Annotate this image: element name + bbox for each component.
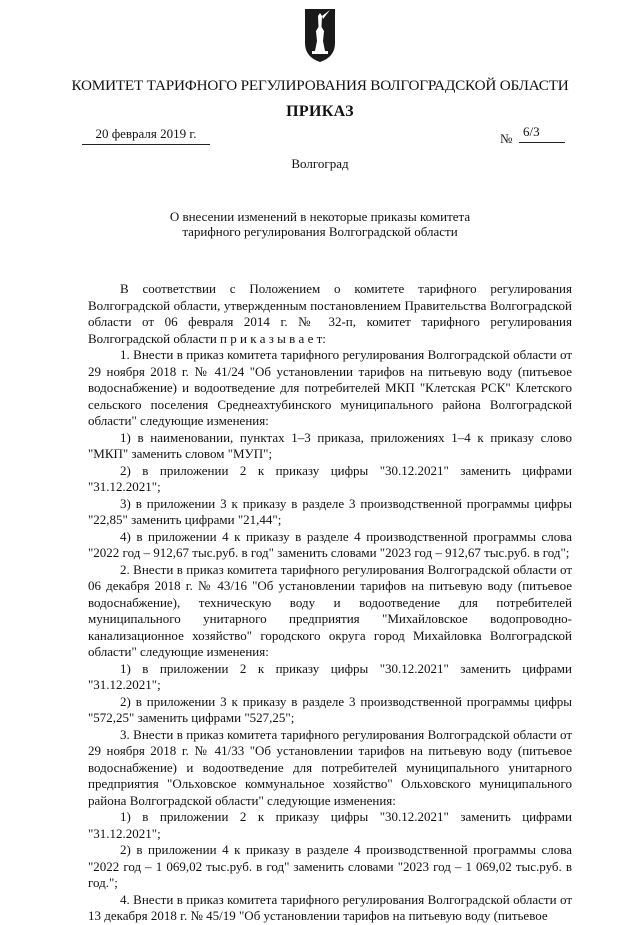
paragraph: 2) в приложении 3 к приказу в разделе 3 производственной программы цифры "572,25" заменить цифрами "527,25"; bbox=[88, 693, 572, 725]
paragraph: 3) в приложении 3 к приказу в разделе 3 производственной программы цифры "22,85" заменить цифрами "21,44"; bbox=[88, 495, 572, 527]
paragraph: 1) в приложении 2 к приказу цифры "30.12.2021" заменить цифрами "31.12.2021"; bbox=[88, 809, 572, 841]
volgograd-coat-of-arms-icon bbox=[303, 7, 337, 63]
paragraph: 2) в приложении 2 к приказу цифры "30.12.2021" заменить цифрами "31.12.2021"; bbox=[88, 462, 572, 494]
document-type: ПРИКАЗ bbox=[286, 103, 354, 120]
order-date: 20 февраля 2019 г. bbox=[82, 126, 210, 145]
paragraph: 3. Внести в приказ комитета тарифного регулирования Волгоградской области от 29 ноября 2018 г. № 41/33 "Об установлении тарифов на питьевую воду (питьевое водоснабжение) и водоотведение для потребителей муниципального унитарного предприятия "Ольховское коммунальное хозяйство" Ольховского муниципального района Волгоградской области" следующие изменения: bbox=[88, 726, 572, 808]
order-subject: О внесении изменений в некоторые приказы комитета тарифного регулирования Волгоградской области bbox=[169, 209, 471, 239]
paragraph: 1) в наименовании, пунктах 1–3 приказа, приложениях 1–4 к приказу слово "МКП" заменить словом "МУП"; bbox=[88, 429, 572, 461]
paragraph: 1. Внести в приказ комитета тарифного регулирования Волгоградской области от 29 ноября 2018 г. № 41/24 "Об установлении тарифов на питьевую воду (питьевое водоснабжение) и водоотведение для потребителей МКП "Клетская РСК" Клетского сельского поселения Среднеахтубинского муниципального района Волгоградской области" следующие изменения: bbox=[88, 347, 572, 428]
paragraph: 1) в приложении 2 к приказу цифры "30.12.2021" заменить цифрами "31.12.2021"; bbox=[88, 660, 572, 692]
paragraph: 2. Внести в приказ комитета тарифного регулирования Волгоградской области от 06 декабря 2018 г. № 43/16 "Об установлении тарифов на питьевую воду (питьевое водоснабжение), техническую воду и водоотведение для потребителей муниципального унитарного предприятия "Михайловское водопроводно-канализационное хозяйство" городского округа город Михайловка Волгоградской области" следующие изменения: bbox=[88, 561, 572, 659]
order-number: 6/3 bbox=[519, 124, 565, 143]
paragraph: 2) в приложении 4 к приказу в разделе 4 производственной программы слова "2022 год – 1 069,02 тыс.руб. в год" заменить словами "2023 год – 1 069,02 тыс.руб. в год."; bbox=[88, 842, 572, 890]
committee-name: КОМИТЕТ ТАРИФНОГО РЕГУЛИРОВАНИЯ ВОЛГОГРАДСКОЙ ОБЛАСТИ bbox=[71, 77, 569, 94]
city: Волгоград bbox=[291, 156, 349, 171]
order-body bbox=[88, 281, 572, 925]
paragraph: 4. Внести в приказ комитета тарифного регулирования Волгоградской области от 13 декабря 2018 г. № 45/19 "Об установлении тарифов на питьевую воду (питьевое bbox=[88, 891, 572, 923]
number-sign: № bbox=[500, 131, 513, 146]
paragraph: В соответствии с Положением о комитете тарифного регулирования Волгоградской области, утвержденным постановлением Правительства Волгоградской области от 06 февраля 2014 г. № 32-п, комитет тарифного регулирования Волгоградской области п р и к а з ы в а е т: bbox=[88, 281, 572, 346]
paragraph: 4) в приложении 4 к приказу в разделе 4 производственной программы слова "2022 год – 912,67 тыс.руб. в год" заменить словами "2023 год – 912,67 тыс.руб. в год"; bbox=[88, 528, 572, 560]
